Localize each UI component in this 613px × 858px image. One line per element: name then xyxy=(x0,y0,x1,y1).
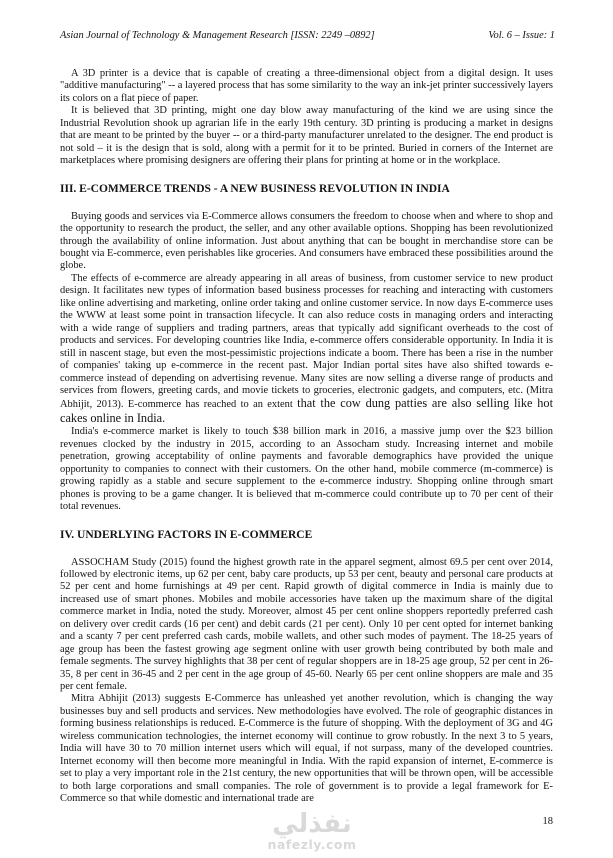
paragraph-mitra-abhijit: Mitra Abhijit (2013) suggests E-Commerce has unleashed yet another revolution, which is changing the way businesses buy and sell products and services. New methodologies have evolved. The role of geographic distances in forming business relationships is reduced. E-Commerce is the future of shopping. With the deployment of 3G and 4G wireless communication technologies, the internet economy will continue to grow robustly. In the next 3 to 5 years, India will have 30 to 70 million internet users which will equal, if not surpass, many of the developed countries. Internet economy will then become more meaningful in India. With the rapid expansion of internet, E-commerce is set to play a very important role in the 21st century, the new opportunities that will be thrown open, will be accessible to both large corporations and small companies. The role of government is to provide a legal framework for E-Commerce so that while domestic and international trade are xyxy=(60,693,553,805)
journal-title: Asian Journal of Technology & Management Research [ISSN: 2249 –0892] xyxy=(60,30,375,41)
paragraph-assocham-study: ASSOCHAM Study (2015) found the highest growth rate in the apparel segment, almost 69.5 per cent over 2014, followed by electronic items, up 62 per cent, baby care products, up 53 per cent, beauty and personal care products at 52 per cent and home furnishings at 49 per cent. Rapid growth of digital commerce in India is mainly due to increased use of smart phones. Mobiles and mobile accessories have taken up the maximum share of the digital commerce market in India, noted the study. Moreover, almost 45 per cent online shoppers reportedly preferred cash on delivery over credit cards (16 per cent) and debit cards (21 per cent). Only 10 per cent opted for internet banking and a scanty 7 per cent preferred cash cards, mobile wallets, and other such modes of payment. The 18-25 years of age group has been the fastest growing age segment online with user growth being contributed by both male and female segments. The survey highlights that 38 per cent of regular shoppers are in 18-25 age group, 52 per cent in 26-35, 8 per cent in 36-45 and 2 per cent in the age group of 45-60. Nearly 65 per cent online shoppers are male and 35 per cent female. xyxy=(60,556,553,693)
journal-header xyxy=(60,30,555,42)
paragraph-effects-main-text: The effects of e-commerce are already appearing in all areas of business, from customer service to new product design. It facilitates new types of information based business processes for reaching and interacting with customers like online advertising and marketing, online order taking and online customer service. In now days E-commerce uses the WWW at least some point in transaction lifecycle. It can also reduce costs in managing orders and interacting with a wide range of suppliers and trading partners, areas that typically add significant overheads to the cost of products and services. For developing countries like India, e-commerce offers considerable opportunity. In India it is still in nascent stage, but even the most-pessimistic projections indicate a boom. There has been a rise in the number of companies' taking up e-commerce in the recent past. Major Indian portal sites have also shifted towards e-commerce instead of depending on advertising revenue. Many sites are now selling a diverse range of products and services from flowers, greeting cards, and movie tickets to groceries, electronic gadgets, and computers, etc. (Mitra Abhijit, 2013). E-commerce has reached to an extent xyxy=(60,272,553,411)
paragraph-cow-dung-highlight: that the cow dung patties are also selling like hot cakes online in India. xyxy=(60,396,553,425)
paragraph-buying-goods: Buying goods and services via E-Commerce allows consumers the freedom to choose when and where to shop and the opportunity to research the product, the seller, and any other available options. Shopping has been revolutionized through the availability of online information. Just about anything that can be bought in merchandise store can be bought via E-commerce, even perishables like groceries. And consumers have embraced these possibilities around the globe. xyxy=(60,210,553,272)
section-heading-iv: IV. UNDERLYING FACTORS IN E-COMMERCE xyxy=(60,528,313,541)
watermark-domain: nafezly.com xyxy=(267,837,357,852)
volume-issue: Vol. 6 – Issue: 1 xyxy=(488,30,555,41)
nafezly-logo-arabic: نفذلي xyxy=(272,809,352,839)
paragraph-india-ecommerce-market: India's e-commerce market is likely to touch $38 billion mark in 2016, a massive jump over the $23 billion revenues clocked by the industry in 2015, according to an Assocham study. Increasing internet and mobile penetration, growing acceptability of online payments and favorable demographics have provided the unique opportunity to companies to connect with their customers. On the other hand, mobile commerce (m-commerce) is growing rapidly as a stable and secure supplement to the e-commerce industry. Shopping online through smart phones is proving to be a game changer. It is believed that m-commerce could contribute up to 70 per cent of their total revenues. xyxy=(60,426,553,513)
paragraph-3d-printing-market: It is believed that 3D printing, might one day blow away manufacturing of the kind we are using since the Industrial Revolution shook up agrarian life in the early 19th century. 3D printing is producing a market in designs that are meant to be printed by the buyer -- or a third-party manufacturer unrelated to the designer. The end product is not sold – it is the design that is sold, along with a permit for it to be printed. Buried in corners of the Internet are marketplaces where promising designers are offering their plans for printing at home or in the workplace. xyxy=(60,105,553,167)
article-content xyxy=(60,68,553,806)
paragraph-3d-printer-definition: A 3D printer is a device that is capable of creating a three-dimensional object from a digital design. It uses "additive manufacturing" -- a layered process that has some similarity to the way an ink-jet printer successively layers its colors on a flat piece of paper. xyxy=(60,68,553,104)
paragraph-effects-ecommerce xyxy=(60,273,553,426)
page-number: 18 xyxy=(542,816,553,827)
section-heading-iii: III. E-COMMERCE TRENDS - A NEW BUSINESS REVOLUTION IN INDIA xyxy=(60,182,450,195)
watermark xyxy=(262,810,362,851)
